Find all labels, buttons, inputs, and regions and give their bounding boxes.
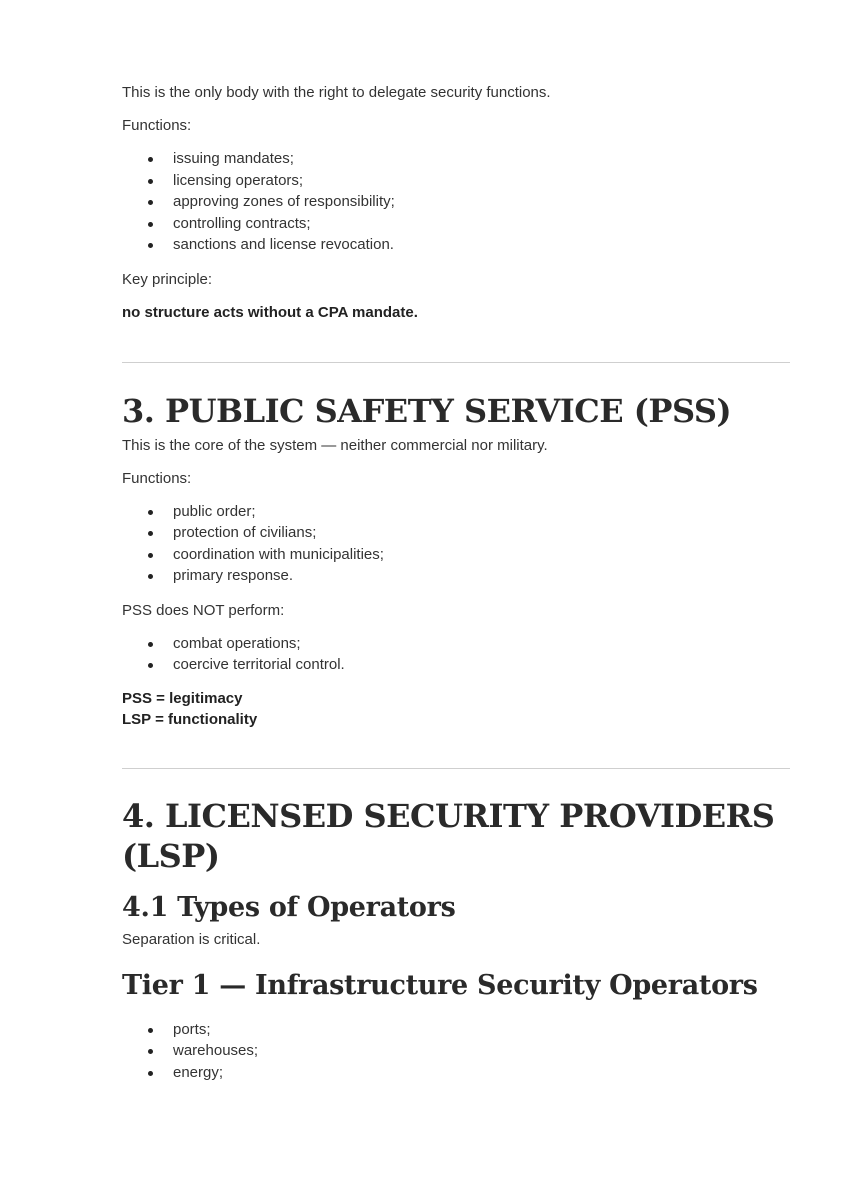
section-divider — [122, 768, 790, 769]
cpa-functions-list — [122, 148, 790, 256]
list-item: public order; — [122, 501, 790, 523]
list-item: warehouses; — [122, 1040, 790, 1062]
not-perform-label: PSS does NOT perform: — [122, 601, 285, 619]
list-item: issuing mandates; — [122, 148, 790, 170]
section-4-1-heading: 4.1 Types of Operators — [122, 891, 456, 923]
list-item: energy; — [122, 1062, 790, 1084]
list-item: protection of civilians; — [122, 522, 790, 544]
summary-line-lsp: LSP = functionality — [122, 710, 258, 728]
section-3-heading: 3. PUBLIC SAFETY SERVICE (PSS) — [122, 391, 732, 430]
section-3-functions-label: Functions: — [122, 469, 192, 487]
list-item: primary response. — [122, 565, 790, 587]
list-item: ports; — [122, 1019, 790, 1041]
tier-1-list — [122, 1019, 790, 1084]
key-principle-label: Key principle: — [122, 270, 213, 288]
list-item: licensing operators; — [122, 170, 790, 192]
tier-1-heading: Tier 1 — Infrastructure Security Operators — [122, 969, 758, 1001]
list-item: approving zones of responsibility; — [122, 191, 790, 213]
list-item: coercive territorial control. — [122, 654, 790, 676]
pss-functions-list — [122, 501, 790, 587]
list-item: coordination with municipalities; — [122, 544, 790, 566]
section-4-heading: 4. LICENSED SECURITY PROVIDERS (LSP) — [122, 796, 775, 875]
pss-not-perform-list — [122, 633, 790, 676]
section-4-1-intro: Separation is critical. — [122, 930, 261, 948]
pss-lsp-summary — [122, 688, 790, 730]
section-divider — [122, 362, 790, 363]
functions-label: Functions: — [122, 117, 192, 134]
section-3-intro: This is the core of the system — neither commercial nor military. — [122, 436, 548, 454]
intro-text: This is the only body with the right to delegate security functions. — [122, 84, 551, 101]
list-item: controlling contracts; — [122, 213, 790, 235]
list-item: combat operations; — [122, 633, 790, 655]
list-item: sanctions and license revocation. — [122, 234, 790, 256]
document-page — [122, 82, 790, 1083]
key-principle-text: no structure acts without a CPA mandate. — [122, 303, 418, 321]
summary-line-pss: PSS = legitimacy — [122, 689, 243, 707]
